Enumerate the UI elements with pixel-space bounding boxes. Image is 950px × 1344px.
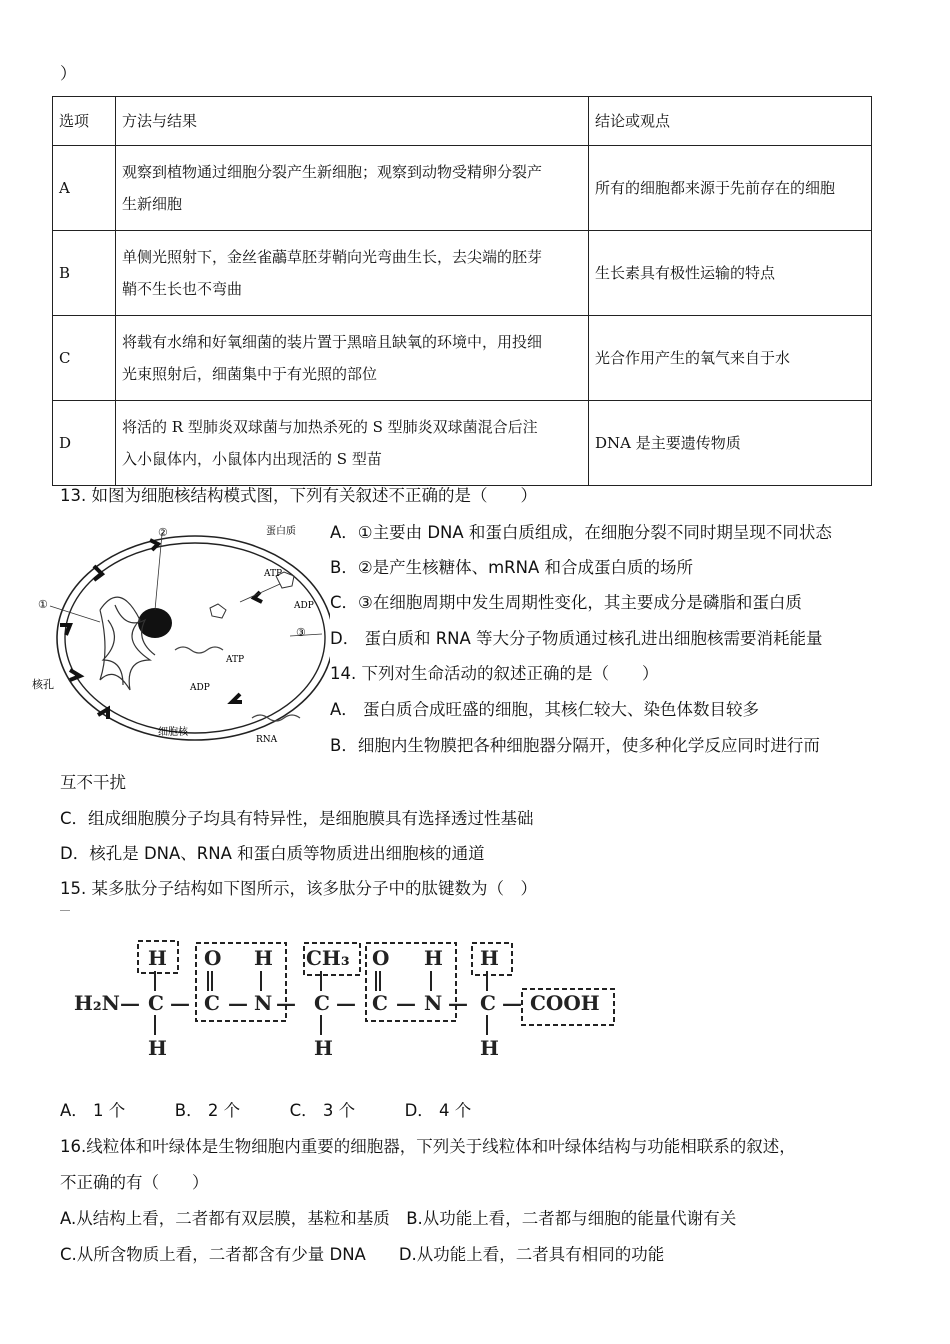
q16-stem-line1: 16.线粒体和叶绿体是生物细胞内重要的细胞器，下列关于线粒体和叶绿体结构与功能相联系的叙述， [60, 1137, 796, 1156]
label-circle1: ① [38, 598, 48, 611]
q15-options: A． 1 个 B． 2 个 C． 3 个 D． 4 个 [60, 1101, 472, 1120]
formula-c: C [480, 991, 496, 1015]
formula-o: O [372, 946, 390, 970]
formula-bond: — [336, 991, 356, 1015]
formula-h: H [148, 1036, 167, 1060]
q16-options-cd: C.从所含物质上看，二者都含有少量 DNA D.从功能上看，二者具有相同的功能 [60, 1245, 665, 1264]
row-conclusion: DNA 是主要遗传物质 [589, 401, 872, 486]
row-conclusion: 光合作用产生的氧气来自于水 [589, 316, 872, 401]
formula-n: N [424, 991, 443, 1015]
q14-stem: 14. 下列对生命活动的叙述正确的是（ ） [330, 664, 659, 683]
formula-o: O [204, 946, 222, 970]
q15-stem: 15. 某多肽分子结构如下图所示，该多肽分子中的肽键数为（ ） [60, 879, 537, 898]
method-line: 入小鼠体内，小鼠体内出现活的 S 型苗 [122, 450, 382, 468]
method-line: 单侧光照射下，金丝雀虉草胚芽鞘向光弯曲生长，去尖端的胚芽 [122, 248, 543, 266]
row-conclusion: 生长素具有极性运输的特点 [589, 231, 872, 316]
header-option: 选项 [53, 97, 116, 146]
row-option: A [53, 146, 116, 231]
formula-c: C [372, 991, 388, 1015]
label-protein: 蛋白质 [266, 526, 296, 537]
row-method [116, 231, 589, 316]
label-rna: RNA [256, 735, 278, 745]
table-row [53, 231, 872, 316]
label-circle2: ② [158, 526, 168, 539]
label-atp1: ATP [264, 569, 283, 579]
formula-bond: — [276, 991, 296, 1015]
method-line: 光束照射后，细菌集中于有光照的部位 [122, 365, 378, 383]
formula-h2n: H₂N [74, 991, 120, 1015]
label-circle3: ③ [296, 626, 306, 639]
formula-h: H [314, 1036, 333, 1060]
row-option: B [53, 231, 116, 316]
polypeptide-structure [70, 935, 630, 1065]
label-atp2: ATP [226, 655, 245, 665]
method-line: 鞘不生长也不弯曲 [122, 280, 243, 298]
row-conclusion: 所有的细胞都来源于先前存在的细胞 [589, 146, 872, 231]
label-nucleus: 细胞核 [158, 727, 188, 738]
row-method [116, 146, 589, 231]
method-line: 观察到植物通过细胞分裂产生新细胞；观察到动物受精卵分裂产 [122, 163, 543, 181]
method-line: 将载有水绵和好氧细菌的装片置于黑暗且缺氧的环境中，用投细 [122, 333, 543, 351]
formula-c: C [148, 991, 164, 1015]
formula-bond: — [448, 991, 468, 1015]
q13-option-a: A．①主要由 DNA 和蛋白质组成，在细胞分裂不同时期呈现不同状态 [330, 523, 832, 542]
formula-bond: — [120, 991, 140, 1015]
q14-option-c: C．组成细胞膜分子均具有特异性，是细胞膜具有选择透过性基础 [60, 809, 534, 828]
row-option: C [53, 316, 116, 401]
table-row [53, 401, 872, 486]
nucleus-diagram [30, 510, 330, 755]
formula-h: H [254, 946, 273, 970]
divider [60, 910, 70, 911]
q16-stem-line2: 不正确的有（ ） [60, 1173, 209, 1192]
label-nuclear-pore: 核孔 [32, 678, 54, 691]
top-fragment: ） [60, 64, 77, 83]
formula-h: H [480, 1036, 499, 1060]
q13-stem: 13. 如图为细胞核结构模式图，下列有关叙述不正确的是（ ） [60, 486, 537, 505]
formula-c: C [314, 991, 330, 1015]
table-header-row [53, 97, 872, 146]
table-row [53, 146, 872, 231]
formula-c: C [204, 991, 220, 1015]
formula-bond: — [170, 991, 190, 1015]
header-method: 方法与结果 [116, 97, 589, 146]
formula-cooh: COOH [530, 991, 600, 1015]
row-method [116, 316, 589, 401]
formula-bond: — [228, 991, 248, 1015]
method-line: 将活的 R 型肺炎双球菌与加热杀死的 S 型肺炎双球菌混合后注 [122, 418, 538, 436]
q14-option-a: A． 蛋白质合成旺盛的细胞，其核仁较大、染色体数目较多 [330, 700, 760, 719]
formula-bond: — [502, 991, 522, 1015]
table-row [53, 316, 872, 401]
header-conclusion: 结论或观点 [589, 97, 872, 146]
q16-options-ab: A.从结构上看，二者都有双层膜，基粒和基质 B.从功能上看，二者都与细胞的能量代谢有关 [60, 1209, 737, 1228]
formula-h: H [480, 946, 499, 970]
formula-ch3: CH₃ [306, 946, 350, 970]
label-adp2: ADP [190, 683, 210, 693]
q14-option-d: D．核孔是 DNA、RNA 和蛋白质等物质进出细胞核的通道 [60, 844, 485, 863]
question-12-table [52, 96, 872, 486]
q14-option-b-cont: 互不干扰 [60, 773, 126, 792]
formula-n: N [254, 991, 273, 1015]
formula-h: H [148, 946, 167, 970]
row-option: D [53, 401, 116, 486]
q14-option-b: B．细胞内生物膜把各种细胞器分隔开，使多种化学反应同时进行而 [330, 736, 820, 755]
row-method [116, 401, 589, 486]
formula-h: H [424, 946, 443, 970]
label-adp1: ADP [294, 601, 314, 611]
q13-option-d: D． 蛋白质和 RNA 等大分子物质通过核孔进出细胞核需要消耗能量 [330, 629, 823, 648]
method-line: 生新细胞 [122, 195, 183, 213]
formula-bond: — [396, 991, 416, 1015]
q13-option-c: C．③在细胞周期中发生周期性变化，其主要成分是磷脂和蛋白质 [330, 593, 802, 612]
q13-option-b: B．②是产生核糖体、mRNA 和合成蛋白质的场所 [330, 558, 694, 577]
